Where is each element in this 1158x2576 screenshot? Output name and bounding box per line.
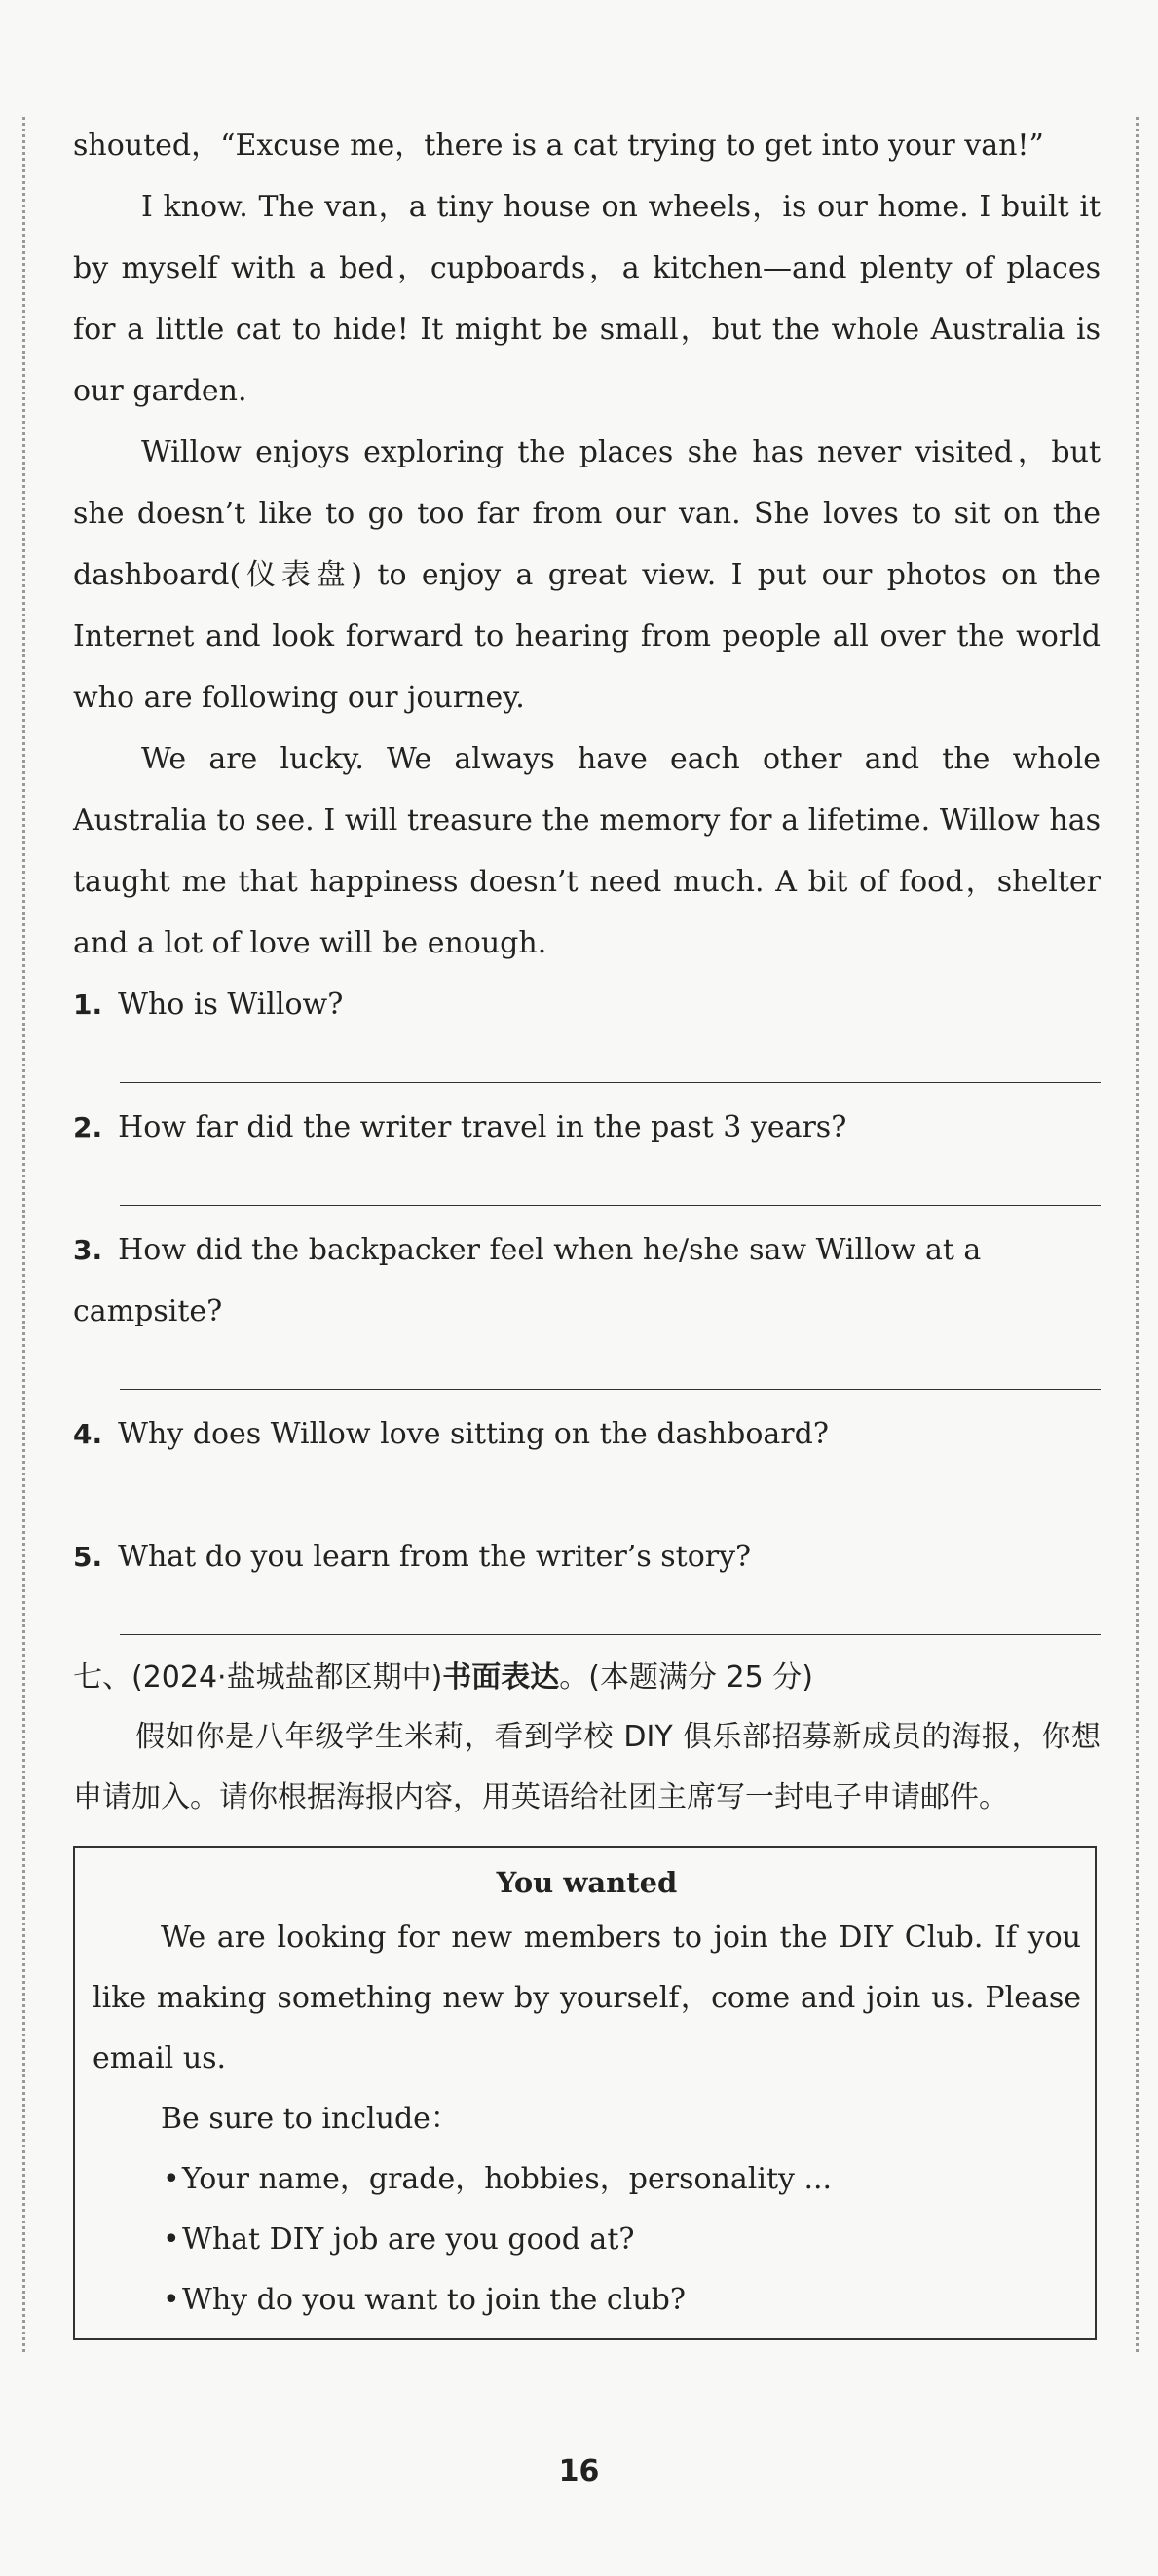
poster-title: You wanted (496, 1866, 678, 1899)
passage-paragraph-3: Willow enjoys exploring the places she has never visited，but she doesn’t like to go too far from our van. She loves to sit on the dashboard(仪表盘) to enjoy a great view. I put our photos on the Internet and look forward to hearing from people all over the world who are following our journey. (73, 435, 1101, 715)
answer-line[interactable] (120, 1158, 1101, 1206)
question-text: What do you learn from the writer’s story? (118, 1540, 752, 1574)
passage-line-1: shouted，“Excuse me，there is a cat trying to get into your van!” (73, 129, 1044, 163)
poster-list-item (93, 2270, 1081, 2331)
question-number: 3. (73, 1234, 103, 1266)
section-suffix: 。(本题满分 25 分) (559, 1661, 813, 1695)
question-item (73, 974, 1101, 1083)
poster-list-item-text: What DIY job are you good at? (182, 2222, 635, 2257)
question-number: 2. (73, 1111, 103, 1143)
poster-list (93, 2149, 1081, 2331)
answer-line[interactable] (120, 1035, 1101, 1083)
question-text: Who is Willow? (118, 988, 344, 1022)
question-number: 1. (73, 989, 103, 1021)
section-title: 书面表达 (442, 1661, 560, 1695)
question-item (73, 1097, 1101, 1206)
answer-line[interactable] (120, 1465, 1101, 1512)
bullet-icon: • (163, 2222, 180, 2257)
question-number: 4. (73, 1418, 103, 1450)
question-item (73, 1219, 1101, 1390)
bullet-icon: • (163, 2162, 180, 2196)
question-list (73, 974, 1101, 1635)
poster-box (73, 1846, 1097, 2340)
poster-list-item (93, 2210, 1081, 2270)
poster-list-item (93, 2149, 1081, 2210)
answer-line[interactable] (120, 1587, 1101, 1635)
question-item (73, 1526, 1101, 1635)
left-dotted-margin (22, 117, 25, 2352)
poster-include-label: Be sure to include： (161, 2102, 460, 2136)
passage-paragraph-4: We are lucky. We always have each other and the whole Australia to see. I will treasure the memory for a lifetime. Willow has taught me that happiness doesn’t need much. A bit of food，shelter and a lot of love will be enough. (73, 742, 1101, 960)
section-7-heading (73, 1649, 1101, 1707)
page-number: 16 (558, 2454, 600, 2488)
poster-list-item-text: Why do you want to join the club? (182, 2283, 686, 2317)
passage-paragraph-2: I know. The van，a tiny house on wheels，is our home. I built it by myself with a bed，cupboards，a kitchen—and plenty of places for a little cat to hide! It might be small，but the whole Australia is our garden. (73, 190, 1101, 408)
section-prefix: 七、(2024·盐城盐都区期中) (73, 1661, 443, 1695)
right-dotted-margin (1136, 117, 1139, 2352)
question-text: How far did the writer travel in the past 3 years? (118, 1110, 847, 1144)
writing-instruction: 假如你是八年级学生米莉，看到学校 DIY 俱乐部招募新成员的海报，你想申请加入。请你根据海报内容，用英语给社团主席写一封电子申请邮件。 (73, 1720, 1101, 1814)
question-number: 5. (73, 1541, 103, 1573)
page-content (73, 115, 1101, 2340)
poster-body: We are looking for new members to join the DIY Club. If you like making something new by yourself，come and join us. Please email us. (93, 1921, 1081, 2075)
question-item (73, 1403, 1101, 1512)
question-text: Why does Willow love sitting on the dashboard? (118, 1417, 829, 1451)
answer-line[interactable] (120, 1342, 1101, 1390)
poster-list-item-text: Your name，grade，hobbies，personality ... (182, 2162, 833, 2196)
bullet-icon: • (163, 2283, 180, 2317)
question-text: How did the backpacker feel when he/she saw Willow at a campsite? (73, 1233, 982, 1328)
